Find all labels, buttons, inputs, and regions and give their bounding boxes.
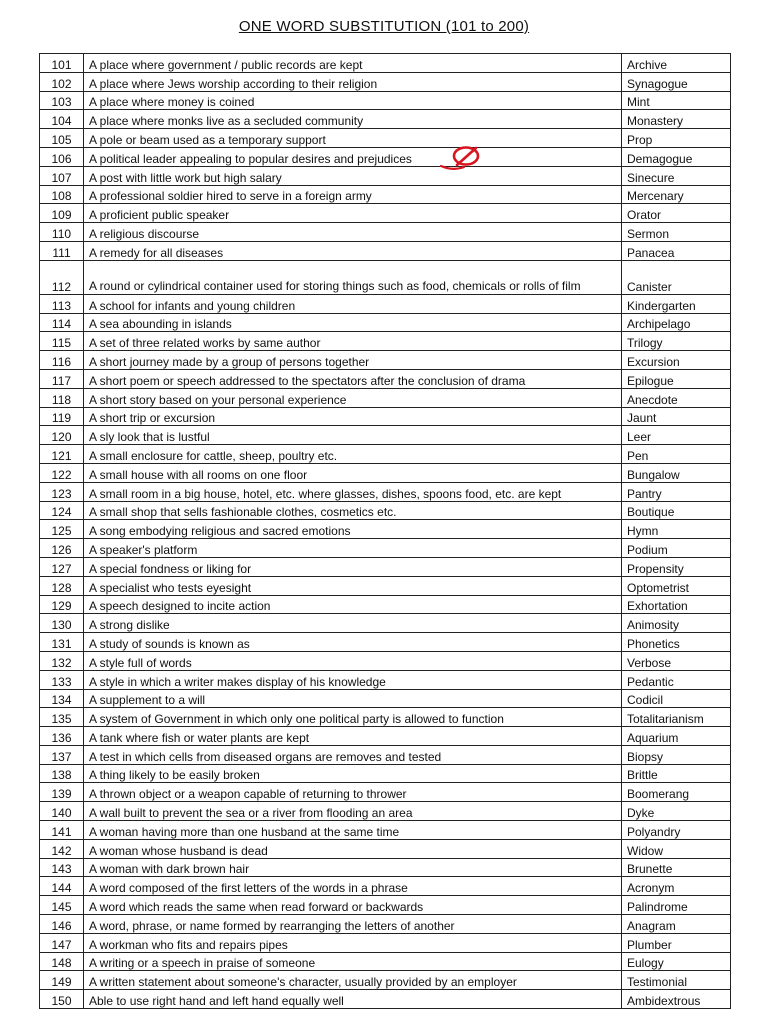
row-word: Prop <box>622 129 731 148</box>
row-number: 116 <box>40 351 84 370</box>
table-row <box>40 576 731 595</box>
row-number: 147 <box>40 933 84 952</box>
row-word: Podium <box>622 539 731 558</box>
row-word: Pen <box>622 445 731 464</box>
row-word: Panacea <box>622 241 731 260</box>
row-word: Boomerang <box>622 783 731 802</box>
row-word: Totalitarianism <box>622 708 731 727</box>
table-row <box>40 783 731 802</box>
row-word: Anecdote <box>622 388 731 407</box>
row-description: A thing likely to be easily broken <box>84 764 622 783</box>
row-word: Pedantic <box>622 670 731 689</box>
table-row <box>40 501 731 520</box>
row-description: A sly look that is lustful <box>84 426 622 445</box>
row-number: 111 <box>40 241 84 260</box>
row-word: Boutique <box>622 501 731 520</box>
row-word: Widow <box>622 839 731 858</box>
table-row <box>40 110 731 129</box>
table-row <box>40 839 731 858</box>
table-row <box>40 407 731 426</box>
row-number: 125 <box>40 520 84 539</box>
row-number: 144 <box>40 877 84 896</box>
row-description: A word composed of the first letters of the words in a phrase <box>84 877 622 896</box>
row-number: 126 <box>40 539 84 558</box>
table-row <box>40 520 731 539</box>
row-description: A political leader appealing to popular desires and prejudices <box>84 147 622 166</box>
table-row <box>40 332 731 351</box>
table-row <box>40 260 731 294</box>
row-number: 141 <box>40 821 84 840</box>
row-description: A woman whose husband is dead <box>84 839 622 858</box>
row-word: Dyke <box>622 802 731 821</box>
row-description: A place where monks live as a secluded community <box>84 110 622 129</box>
row-description: A tank where fish or water plants are kept <box>84 727 622 746</box>
row-word: Mint <box>622 91 731 110</box>
row-word: Archipelago <box>622 313 731 332</box>
row-description: A place where Jews worship according to their religion <box>84 72 622 91</box>
row-description: A small enclosure for cattle, sheep, poultry etc. <box>84 445 622 464</box>
row-description: A woman having more than one husband at the same time <box>84 821 622 840</box>
row-description: A small house with all rooms on one floor <box>84 463 622 482</box>
row-description: A pole or beam used as a temporary support <box>84 129 622 148</box>
row-word: Aquarium <box>622 727 731 746</box>
row-word: Codicil <box>622 689 731 708</box>
row-word: Leer <box>622 426 731 445</box>
row-description: A small room in a big house, hotel, etc. where glasses, dishes, spoons food, etc. are kept <box>84 482 622 501</box>
row-number: 140 <box>40 802 84 821</box>
table-row <box>40 764 731 783</box>
row-number: 133 <box>40 670 84 689</box>
row-description: A short trip or excursion <box>84 407 622 426</box>
row-number: 115 <box>40 332 84 351</box>
row-number: 136 <box>40 727 84 746</box>
table-row <box>40 369 731 388</box>
row-description: A short poem or speech addressed to the spectators after the conclusion of drama <box>84 369 622 388</box>
row-number: 117 <box>40 369 84 388</box>
row-description: A thrown object or a weapon capable of returning to thrower <box>84 783 622 802</box>
table-row <box>40 896 731 915</box>
row-word: Acronym <box>622 877 731 896</box>
page-title: ONE WORD SUBSTITUTION (101 to 200) <box>238 18 530 35</box>
row-number: 120 <box>40 426 84 445</box>
row-word: Exhortation <box>622 595 731 614</box>
row-description: A proficient public speaker <box>84 204 622 223</box>
row-number: 104 <box>40 110 84 129</box>
row-number: 109 <box>40 204 84 223</box>
table-row <box>40 91 731 110</box>
row-word: Biopsy <box>622 745 731 764</box>
row-description: A supplement to a will <box>84 689 622 708</box>
row-number: 143 <box>40 858 84 877</box>
row-number: 107 <box>40 166 84 185</box>
row-word: Trilogy <box>622 332 731 351</box>
row-description: A remedy for all diseases <box>84 241 622 260</box>
table-row <box>40 802 731 821</box>
table-row <box>40 990 731 1009</box>
row-description: A style in which a writer makes display of his knowledge <box>84 670 622 689</box>
row-description: A post with little work but high salary <box>84 166 622 185</box>
row-word: Phonetics <box>622 633 731 652</box>
row-description: A speech designed to incite action <box>84 595 622 614</box>
table-row <box>40 147 731 166</box>
table-row <box>40 54 731 73</box>
row-number: 132 <box>40 651 84 670</box>
row-word: Orator <box>622 204 731 223</box>
row-number: 129 <box>40 595 84 614</box>
row-description: A set of three related works by same author <box>84 332 622 351</box>
row-number: 112 <box>40 260 84 294</box>
row-word: Archive <box>622 54 731 73</box>
row-description: A sea abounding in islands <box>84 313 622 332</box>
row-word: Eulogy <box>622 952 731 971</box>
row-word: Ambidextrous <box>622 990 731 1009</box>
row-number: 137 <box>40 745 84 764</box>
table-row <box>40 313 731 332</box>
row-word: Propensity <box>622 557 731 576</box>
row-word: Excursion <box>622 351 731 370</box>
table-row <box>40 727 731 746</box>
row-number: 106 <box>40 147 84 166</box>
row-number: 150 <box>40 990 84 1009</box>
row-description: A round or cylindrical container used for storing things such as food, chemicals or rolls of film <box>84 260 622 294</box>
row-number: 110 <box>40 223 84 242</box>
row-word: Bungalow <box>622 463 731 482</box>
row-word: Mercenary <box>622 185 731 204</box>
table-row <box>40 670 731 689</box>
table-row <box>40 952 731 971</box>
row-word: Polyandry <box>622 821 731 840</box>
row-number: 121 <box>40 445 84 464</box>
table-row <box>40 223 731 242</box>
table-row <box>40 129 731 148</box>
row-description: A specialist who tests eyesight <box>84 576 622 595</box>
row-word: Animosity <box>622 614 731 633</box>
table-row <box>40 689 731 708</box>
row-description: A short journey made by a group of persons together <box>84 351 622 370</box>
table-row <box>40 745 731 764</box>
row-description: A short story based on your personal experience <box>84 388 622 407</box>
row-description: A professional soldier hired to serve in a foreign army <box>84 185 622 204</box>
row-number: 123 <box>40 482 84 501</box>
row-description: Able to use right hand and left hand equally well <box>84 990 622 1009</box>
table-body <box>40 54 731 1009</box>
row-number: 139 <box>40 783 84 802</box>
row-word: Canister <box>622 260 731 294</box>
row-description: A word which reads the same when read forward or backwards <box>84 896 622 915</box>
row-description: A strong dislike <box>84 614 622 633</box>
row-number: 134 <box>40 689 84 708</box>
row-description: A school for infants and young children <box>84 294 622 313</box>
row-description: A woman with dark brown hair <box>84 858 622 877</box>
row-word: Anagram <box>622 915 731 934</box>
row-description: A study of sounds is known as <box>84 633 622 652</box>
row-word: Kindergarten <box>622 294 731 313</box>
table-row <box>40 351 731 370</box>
row-word: Monastery <box>622 110 731 129</box>
row-description: A speaker's platform <box>84 539 622 558</box>
row-number: 149 <box>40 971 84 990</box>
row-number: 135 <box>40 708 84 727</box>
table-row <box>40 445 731 464</box>
table-row <box>40 185 731 204</box>
row-word: Synagogue <box>622 72 731 91</box>
row-number: 131 <box>40 633 84 652</box>
row-word: Sinecure <box>622 166 731 185</box>
row-description: A religious discourse <box>84 223 622 242</box>
row-description: A special fondness or liking for <box>84 557 622 576</box>
table-row <box>40 241 731 260</box>
row-number: 103 <box>40 91 84 110</box>
row-number: 148 <box>40 952 84 971</box>
row-number: 138 <box>40 764 84 783</box>
table-row <box>40 971 731 990</box>
row-number: 108 <box>40 185 84 204</box>
table-row <box>40 933 731 952</box>
table-row <box>40 821 731 840</box>
table-row <box>40 204 731 223</box>
row-word: Pantry <box>622 482 731 501</box>
table-row <box>40 426 731 445</box>
word-substitution-table <box>39 53 731 1009</box>
row-description: A place where money is coined <box>84 91 622 110</box>
row-number: 145 <box>40 896 84 915</box>
row-word: Brunette <box>622 858 731 877</box>
row-description: A written statement about someone's character, usually provided by an employer <box>84 971 622 990</box>
table-row <box>40 294 731 313</box>
row-description: A writing or a speech in praise of someone <box>84 952 622 971</box>
row-word: Jaunt <box>622 407 731 426</box>
row-description: A small shop that sells fashionable clothes, cosmetics etc. <box>84 501 622 520</box>
table-row <box>40 633 731 652</box>
row-number: 114 <box>40 313 84 332</box>
table-row <box>40 858 731 877</box>
table-row <box>40 877 731 896</box>
row-word: Brittle <box>622 764 731 783</box>
row-number: 127 <box>40 557 84 576</box>
row-number: 105 <box>40 129 84 148</box>
row-word: Plumber <box>622 933 731 952</box>
table-row <box>40 557 731 576</box>
row-description: A test in which cells from diseased organs are removes and tested <box>84 745 622 764</box>
row-number: 130 <box>40 614 84 633</box>
row-number: 102 <box>40 72 84 91</box>
table-row <box>40 651 731 670</box>
table-row <box>40 595 731 614</box>
table-row <box>40 614 731 633</box>
row-word: Verbose <box>622 651 731 670</box>
row-description: A system of Government in which only one political party is allowed to function <box>84 708 622 727</box>
row-description: A wall built to prevent the sea or a river from flooding an area <box>84 802 622 821</box>
row-number: 101 <box>40 54 84 73</box>
table-row <box>40 166 731 185</box>
table-row <box>40 708 731 727</box>
row-number: 118 <box>40 388 84 407</box>
table-row <box>40 482 731 501</box>
row-description: A song embodying religious and sacred emotions <box>84 520 622 539</box>
row-description: A place where government / public records are kept <box>84 54 622 73</box>
table-row <box>40 915 731 934</box>
row-word: Hymn <box>622 520 731 539</box>
row-number: 142 <box>40 839 84 858</box>
table-row <box>40 72 731 91</box>
row-number: 146 <box>40 915 84 934</box>
row-number: 119 <box>40 407 84 426</box>
row-word: Palindrome <box>622 896 731 915</box>
row-word: Sermon <box>622 223 731 242</box>
table-row <box>40 539 731 558</box>
row-number: 113 <box>40 294 84 313</box>
row-description: A workman who fits and repairs pipes <box>84 933 622 952</box>
row-number: 128 <box>40 576 84 595</box>
row-description: A word, phrase, or name formed by rearranging the letters of another <box>84 915 622 934</box>
row-number: 122 <box>40 463 84 482</box>
table-row <box>40 388 731 407</box>
row-number: 124 <box>40 501 84 520</box>
table-row <box>40 463 731 482</box>
row-word: Testimonial <box>622 971 731 990</box>
row-word: Demagogue <box>622 147 731 166</box>
row-word: Optometrist <box>622 576 731 595</box>
row-word: Epilogue <box>622 369 731 388</box>
row-description: A style full of words <box>84 651 622 670</box>
